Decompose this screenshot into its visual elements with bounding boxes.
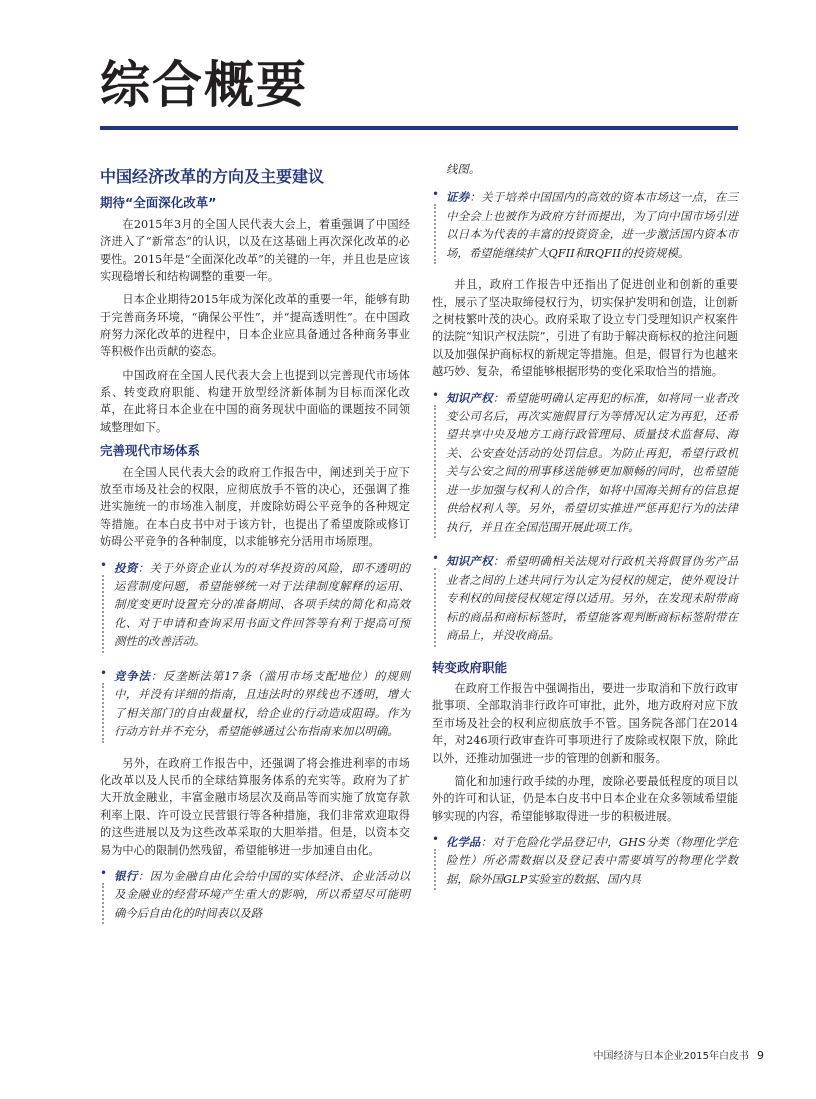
bullet-term: 化学品 <box>446 834 481 849</box>
subsection-title-government-functions: 转变政府职能 <box>432 659 508 675</box>
dotted-rule <box>102 575 106 653</box>
paragraph: 另外，在政府工作报告中，还强调了将会推进利率的市场化改革以及人民币的全球结算服务体系的充实等。政府为了扩大开放金融业，丰富金融市场层次及商品等而实施了放宽存款利率上限、许可设立民营银行等各种措施，我们非常欢迎取得的这些进展以及为这些改革采取的大胆举措。但是，以资本交易为中心的限制仍然残留，希望能够进一步加速自由化。 <box>100 756 410 857</box>
subsection-title-market-system: 完善现代市场体系 <box>100 443 201 459</box>
bullet-item-ip-infringement <box>432 550 738 646</box>
bullet-term: 知识产权 <box>446 390 493 405</box>
bullet-continuation: 线图。 <box>446 162 481 176</box>
title-rule <box>100 126 738 130</box>
bullet-term: 银行 <box>114 868 138 883</box>
dotted-rule <box>434 204 438 264</box>
bullet-item-chemicals <box>432 831 738 890</box>
bullet-body: ：对于危险化学品登记中，GHS分类（物理化学危险性）所必需数据以及登记表中需要填写的物理化学数据，除外国GLP实验室的数据、国内具 <box>446 834 738 886</box>
bullet-body: ：因为金融自由化会给中国的实体经济、企业活动以及金融业的经营环境产生重大的影响，所以希望尽可能明确今后自由化的时间表以及路 <box>114 868 410 920</box>
paragraph: 日本企业期待2015年成为深化改革的重要一年，能够有助于完善商务环境，“确保公平性”，并“提高透明性”。在中国政府努力深化改革的进程中，日本企业应具备通过各种商务事业等积极作出贡献的姿态。 <box>100 293 410 359</box>
paragraph: 中国政府在全国人民代表大会上也提到以完善现代市场体系、转变政府职能、构建开放型经济新体制为目标而深化改革，在此将日本企业在中国的商务现状中面临的课题按不同领域整理如下。 <box>100 368 410 434</box>
section-title: 中国经济改革的方向及主要建议 <box>100 167 325 186</box>
bullet-icon: • <box>432 387 440 402</box>
paragraph: 在全国人民代表大会的政府工作报告中，阐述到关于应下放至市场及社会的权限，应彻底放手不管的决心，还强调了推进实施统一的市场准入制度，并废除妨碍公平竞争的各种规定等措施。在本白皮书中对于该方针，也提出了希望废除或修订妨碍公平竞争的各种制度，以求能够充分活用市场原理。 <box>100 465 410 549</box>
paragraph: 简化和加速行政手续的办理，废除必要最低程度的项目以外的许可和认证，仍是本白皮书中日本企业在众多领域希望能够实现的内容，希望能够取得进一步的积极进展。 <box>432 774 738 823</box>
bullet-icon: • <box>100 665 108 680</box>
page-number: 9 <box>757 1049 764 1062</box>
dotted-rule <box>102 683 106 743</box>
bullet-body: ：反垄断法第17条（滥用市场支配地位）的规则中，并没有详细的指南，且违法时的界线也不透明，增大了相关部门的自由裁量权，给企业的行动造成阻碍。作为行动方针并不充分，希望能够通过公布指南来加以明确。 <box>114 668 410 739</box>
bullet-body: ：关于外资企业认为的对华投资的风险，即不透明的运营制度问题，希望能够统一对于法律制度解释的运用、制度变更时设置充分的准备期间、各项手续的简化和高效化、对于申请和查询采用书面文件回答等有利于提高可预测性的改善活动。 <box>114 560 410 649</box>
subsection-title-deepen-reform: 期待“全面深化改革” <box>100 195 217 211</box>
bullet-item-competition-law <box>100 665 410 743</box>
bullet-icon: • <box>432 551 440 566</box>
right-column <box>432 160 738 902</box>
dotted-rule <box>102 883 106 924</box>
bullet-item-ip-repeat-offense <box>432 387 738 539</box>
bullet-icon: • <box>100 557 108 572</box>
page-title: 综合概要 <box>100 56 308 114</box>
bullet-item-investment <box>100 557 410 653</box>
bullet-body: ：希望明确相关法规对行政机关将假冒伪劣产品业者之间的上述共同行为认定为侵权的规定，使外观设计专利权的间接侵权规定得以适用。另外，在发现未附带商标的商品和商标标签时，希望能客观判断商标标签附带在商品上，并没收商品。 <box>446 554 738 643</box>
bullet-item-securities <box>432 186 738 264</box>
dotted-rule <box>434 405 438 539</box>
bullet-body: ：希望能明确认定再犯的标准，如将同一业者改变公司名后，再次实施假冒行为等情况认定为再犯，还希望共享中央及地方工商行政管理局、质量技术监督局、海关、公安查处活动的处罚信息。为防止再犯，希望行政机关与公安之间的刑事移送能够更加顺畅的同时，也希望能进一步加强与权利人的合作，如将中国海关拥有的信息提供给权利人等。另外，希望切实推进严惩再犯行为的法律执行，并且在全国范围开展此项工作。 <box>446 390 738 534</box>
dotted-rule <box>434 568 438 646</box>
bullet-item-banking <box>100 865 410 924</box>
footer-title: 中国经济与日本企业2015年白皮书 <box>593 1051 749 1062</box>
bullet-icon: • <box>100 865 108 880</box>
bullet-icon: • <box>432 187 440 202</box>
bullet-body: ：关于培养中国国内的高效的资本市场这一点，在三中全会上也被作为政府方针而提出，为了向中国市场引进以日本为代表的丰富的投资资金，进一步激活国内资本市场，希望能继续扩大QFII和RQFII的投资规模。 <box>446 190 738 260</box>
dotted-rule <box>434 849 438 890</box>
paragraph: 并且，政府工作报告中还指出了促进创业和创新的重要性，展示了坚决取缔侵权行为，切实保护发明和创造，让创新之树枝繁叶茂的决心。政府采取了设立专门受理知识产权案件的法院“知识产权法院”，引进了有助于解决商标权的抢注问题以及加强保护商标权的新规定等措施。但是，假冒行为也越来越巧妙、复杂，希望能够根据形势的变化采取恰当的措施。 <box>432 278 738 379</box>
left-column <box>100 160 410 936</box>
bullet-icon: • <box>432 831 440 846</box>
bullet-term: 知识产权 <box>446 554 493 569</box>
bullet-term: 证券 <box>446 190 470 205</box>
page-footer <box>594 1047 764 1062</box>
paragraph: 在2015年3月的全国人民代表大会上，着重强调了中国经济进入了“新常态”的认识，以及在这基础上再次深化改革的必要性。2015年是“全面深化改革”的关键的一年，并且也是应该实现稳增长和结构调整的重要一年。 <box>100 217 410 283</box>
paragraph: 在政府工作报告中强调指出，要进一步取消和下放行政审批事项、全部取消非行政许可审批，此外，地方政府对应下放至市场及社会的权利应彻底放手不管。国务院各部门在2014年，对246项行政审查许可事项进行了废除或权限下放，除此以外，还推动加强进一步的管理的创新和服务。 <box>432 682 738 765</box>
bullet-term: 竞争法 <box>114 668 151 683</box>
bullet-term: 投资 <box>114 560 138 575</box>
